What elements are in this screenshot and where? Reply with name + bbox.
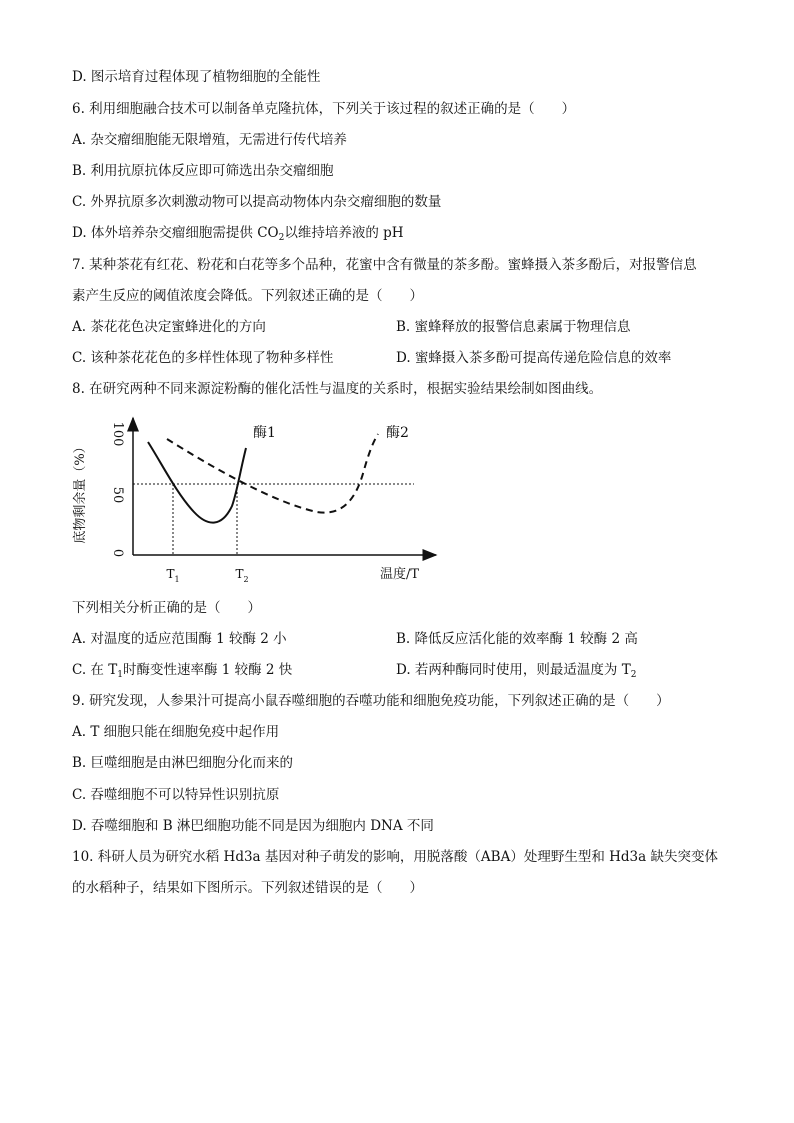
q6-option-c: C. 外界抗原多次刺激动物可以提高动物体内杂交瘤细胞的数量 xyxy=(72,194,442,210)
q8-option-a: A. 对温度的适应范围酶 1 较酶 2 小 xyxy=(72,631,287,647)
x-tick-t1: $T_1$ xyxy=(166,567,180,584)
q5-option-d: D. 图示培育过程体现了植物细胞的全能性 xyxy=(72,69,321,85)
q8-option-d-text: D. 若两种酶同时使用，则最适温度为 T xyxy=(396,662,631,678)
enzyme-1-curve xyxy=(148,442,246,523)
q8-option-d xyxy=(396,661,636,684)
q7-stem-line2: 素产生反应的阈值浓度会降低。下列叙述正确的是（ ） xyxy=(72,288,423,304)
q8-option-c xyxy=(72,661,292,684)
enzyme-1-label: 酶1 xyxy=(253,425,276,441)
q6-option-d-text-end: 以维持培养液的 pH xyxy=(284,225,404,241)
q6-option-b: B. 利用抗原抗体反应即可筛选出杂交瘤细胞 xyxy=(72,163,334,179)
q8-stem: 8. 在研究两种不同来源淀粉酶的催化活性与温度的关系时，根据实验结果绘制如图曲线。 xyxy=(72,381,603,397)
q7-stem-line1: 7. 某种茶花有红花、粉花和白花等多个品种，花蜜中含有微量的茶多酚。蜜蜂摄入茶多酚后，对报警信息 xyxy=(72,257,697,273)
q9-option-d: D. 吞噬细胞和 B 淋巴细胞功能不同是因为细胞内 DNA 不同 xyxy=(72,818,434,834)
q7-option-a: A. 茶花花色决定蜜蜂进化的方向 xyxy=(72,319,266,335)
q8-option-c-subscript: 1 xyxy=(117,670,123,680)
q9-stem: 9. 研究发现，人参果汁可提高小鼠吞噬细胞的吞噬功能和细胞免疫功能，下列叙述正确的是（ ） xyxy=(72,693,670,709)
q7-option-b: B. 蜜蜂释放的报警信息素属于物理信息 xyxy=(396,319,631,335)
q8-option-c-text: C. 在 T xyxy=(72,662,118,678)
q6-stem: 6. 利用细胞融合技术可以制备单克隆抗体，下列关于该过程的叙述正确的是（ ） xyxy=(72,101,576,117)
q8-option-d-subscript: 2 xyxy=(630,670,637,680)
x-tick-t2: $T_2$ xyxy=(235,567,249,584)
q10-stem-line2: 的水稻种子，结果如下图所示。下列叙述错误的是（ ） xyxy=(72,880,423,896)
x-axis-label: 温度/T xyxy=(380,567,420,582)
enzyme-2-label: 酶2 xyxy=(386,425,409,441)
y-axis-label: 底物剩余量（%） xyxy=(73,440,88,544)
q6-option-d-subscript: 2 xyxy=(278,233,285,243)
enzyme-temperature-chart xyxy=(72,412,452,592)
q9-option-a: A. T 细胞只能在细胞免疫中起作用 xyxy=(72,724,280,740)
y-tick-50: 50 xyxy=(110,486,125,504)
q6-option-a: A. 杂交瘤细胞能无限增殖，无需进行传代培养 xyxy=(72,132,347,148)
q9-option-c: C. 吞噬细胞不可以特异性识别抗原 xyxy=(72,787,280,803)
q7-option-c: C. 该种茶花花色的多样性体现了物种多样性 xyxy=(72,350,334,366)
y-tick-0: 0 xyxy=(110,548,125,558)
q8-option-c-text-end: 时酶变性速率酶 1 较酶 2 快 xyxy=(122,662,293,678)
q6-option-d-text: D. 体外培养杂交瘤细胞需提供 CO xyxy=(72,225,279,241)
q6-option-d xyxy=(72,224,404,247)
q10-stem-line1: 10. 科研人员为研究水稻 Hd3a 基因对种子萌发的影响，用脱落酸（ABA）处理野生型和 Hd3a 缺失突变体 xyxy=(72,849,718,865)
enzyme-2-curve xyxy=(167,434,378,513)
y-tick-100: 100 xyxy=(110,421,125,447)
q9-option-b: B. 巨噬细胞是由淋巴细胞分化而来的 xyxy=(72,755,294,771)
q7-option-d: D. 蜜蜂摄入茶多酚可提高传递危险信息的效率 xyxy=(396,350,672,366)
q8-option-b: B. 降低反应活化能的效率酶 1 较酶 2 高 xyxy=(396,631,638,647)
q8-prompt: 下列相关分析正确的是（ ） xyxy=(72,600,261,616)
